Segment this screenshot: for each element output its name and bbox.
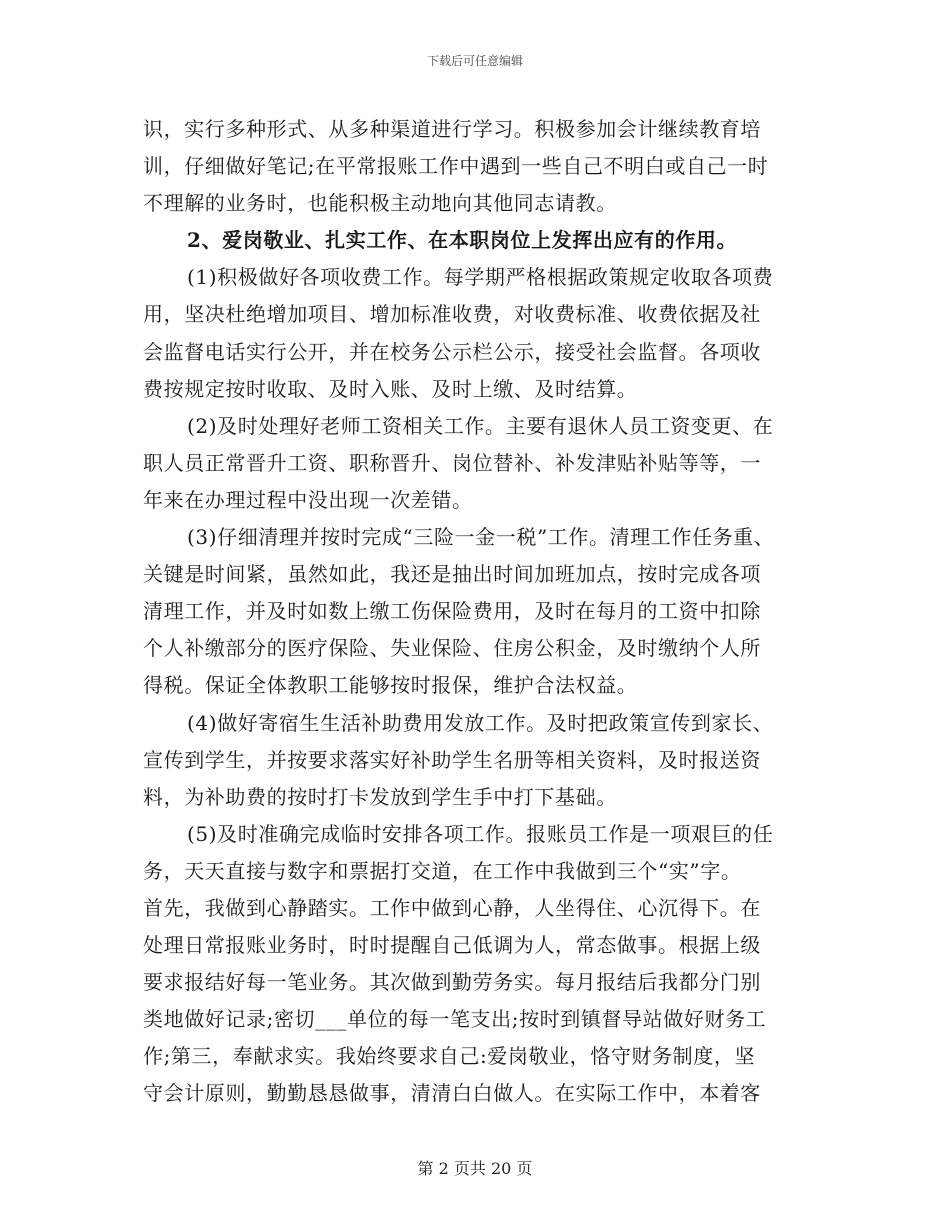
text-line: 关键是时间紧，虽然如此，我还是抽出时间加班加点，按时完成各项 (143, 562, 761, 587)
text-line: 得税。保证全体教职工能够按时报保，维护合法权益。 (143, 673, 638, 698)
page-header: 下载后可任意编辑 (426, 54, 523, 68)
text-line: 费按规定按时收取、及时入账、及时上缴、及时结算。 (143, 376, 638, 401)
text-line: 料，为补助费的按时打卡发放到学生手中打下基础。 (143, 784, 617, 809)
text-line: (1)积极做好各项收费工作。每学期严格根据政策规定收取各项费 (187, 265, 774, 290)
text-line: 作;第三，奉献求实。我始终要求自己:爱岗敬业，恪守财务制度，坚 (143, 1044, 756, 1069)
text-line: 类地做好记录;密切___单位的每一笔支出;按时到镇督导站做好财务工 (143, 1007, 767, 1032)
text-line: 识，实行多种形式、从多种渠道进行学习。积极参加会计继续教育培 (143, 117, 761, 141)
text-line: 会监督电话实行公开，并在校务公示栏公示，接受社会监督。各项收 (143, 339, 761, 364)
text-line: (3)仔细清理并按时完成“三险一金一税”工作。清理工作任务重、 (187, 525, 775, 550)
text-line: (2)及时处理好老师工资相关工作。主要有退休人员工资变更、在 (187, 413, 774, 438)
page-footer: 第 2 页共 20 页 (417, 1159, 533, 1178)
text-line: 职人员正常晋升工资、职称晋升、岗位替补、补发津贴补贴等等，一 (143, 450, 761, 475)
text-line: 个人补缴部分的医疗保险、失业保险、住房公积金，及时缴纳个人所 (143, 636, 761, 661)
text-line: 宣传到学生，并按要求落实好补助学生名册等相关资料，及时报送资 (143, 747, 761, 772)
text-line: 首先，我做到心静踏实。工作中做到心静，人坐得住、心沉得下。在 (143, 895, 761, 920)
text-line: 不理解的业务时，也能积极主动地向其他同志请教。 (143, 191, 617, 216)
text-line: 训，仔细做好笔记;在平常报账工作中遇到一些自己不明白或自己一时 (143, 154, 769, 179)
section-heading: 2、爱岗敬业、扎实工作、在本职岗位上发挥出应有的作用。 (187, 228, 738, 253)
text-line: 务，天天直接与数字和票据打交道，在工作中我做到三个“实”字。 (143, 858, 742, 883)
text-line: 要求报结好每一笔业务。其次做到勤劳务实。每月报结后我都分门别 (143, 970, 761, 995)
text-line: (5)及时准确完成临时安排各项工作。报账员工作是一项艰巨的任 (187, 821, 774, 846)
text-line: (4)做好寄宿生生活补助费用发放工作。及时把政策宣传到家长、 (187, 710, 774, 735)
text-line: 清理工作，并及时如数上缴工伤保险费用，及时在每月的工资中扣除 (143, 599, 761, 624)
text-line: 用，坚决杜绝增加项目、增加标准收费，对收费标准、收费依据及社 (143, 302, 761, 327)
document-body (143, 111, 843, 1113)
text-line: 守会计原则，勤勤恳恳做事，清清白白做人。在实际工作中，本着客 (143, 1081, 761, 1106)
text-line: 年来在办理过程中没出现一次差错。 (143, 487, 473, 512)
text-line: 处理日常报账业务时，时时提醒自己低调为人，常态做事。根据上级 (143, 933, 761, 958)
